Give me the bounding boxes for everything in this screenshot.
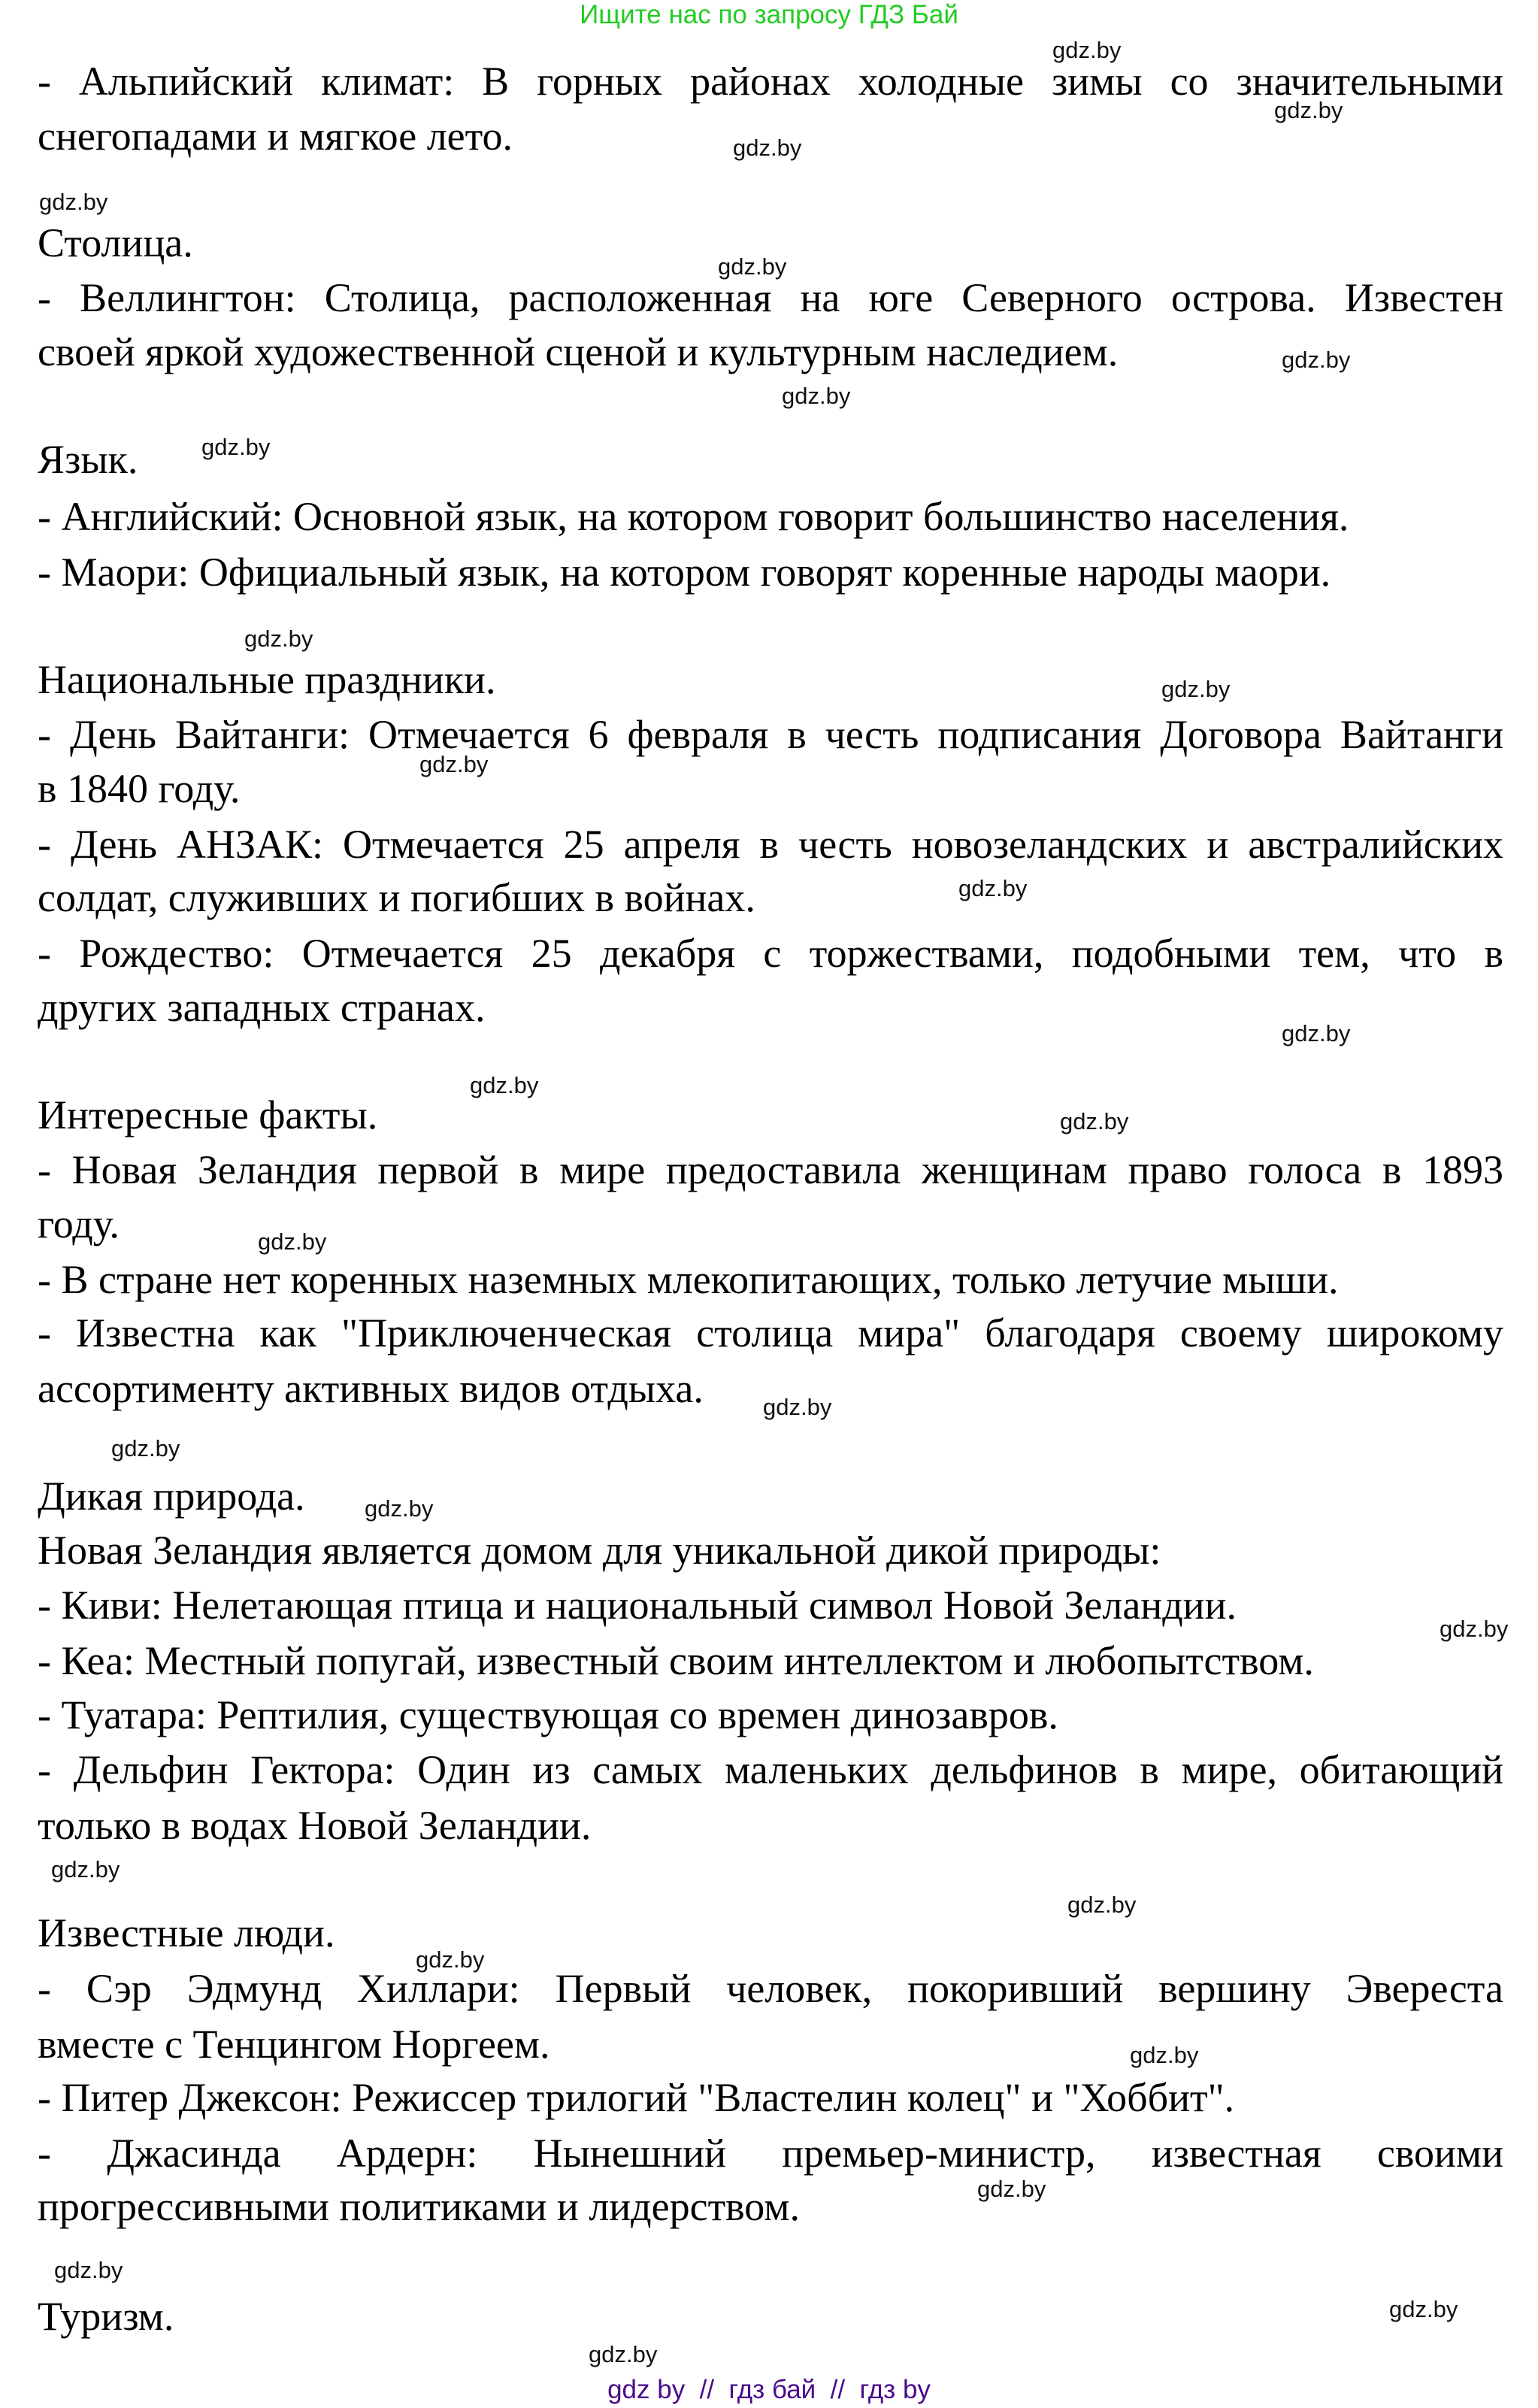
hector-dolphin-line-2: только в водах Новой Зеландии. <box>38 1803 592 1848</box>
watermark: gdz.by <box>258 1228 327 1255</box>
alpine-climate-line-1: - Альпийский климат: В горных районах холодные зимы со значительными <box>38 59 1503 104</box>
watermark: gdz.by <box>782 383 851 409</box>
wildlife-kea: - Кеа: Местный попугай, известный своим интеллектом и любопытством. <box>38 1638 1314 1683</box>
wellington-line-2: своей яркой художественной сценой и культурным наследием. <box>38 329 1119 374</box>
watermark: gdz.by <box>51 1856 120 1882</box>
language-english: - Английский: Основной язык, на котором говорит большинство населения. <box>38 494 1349 539</box>
watermark: gdz.by <box>244 625 313 652</box>
section-heading-wildlife: Дикая природа. <box>38 1474 305 1519</box>
adventure-fact-line-1: - Известна как "Приключенческая столица мира" благодаря своему широкому <box>38 1310 1503 1355</box>
watermark: gdz.by <box>718 253 787 280</box>
section-heading-tourism: Туризм. <box>38 2294 174 2339</box>
vote-fact-line-2: году. <box>38 1201 120 1246</box>
anzac-line-2: солдат, служивших и погибших в войнах. <box>38 875 755 920</box>
wildlife-intro: Новая Зеландия является домом для уникальной дикой природы: <box>38 1528 1161 1573</box>
hector-dolphin-line-1: - Дельфин Гектора: Один из самых маленьких дельфинов в мире, обитающий <box>38 1747 1503 1792</box>
watermark: gdz.by <box>958 875 1028 901</box>
watermark: gdz.by <box>1161 676 1231 702</box>
christmas-line-1: - Рождество: Отмечается 25 декабря с торжествами, подобными тем, что в <box>38 931 1503 976</box>
watermark: gdz.by <box>977 2176 1046 2202</box>
watermark: gdz.by <box>54 2257 123 2283</box>
watermark: gdz.by <box>201 434 271 460</box>
anzac-line-1: - День АНЗАК: Отмечается 25 апреля в честь новозеландских и австралийских <box>38 822 1503 867</box>
language-maori: - Маори: Официальный язык, на котором говорят коренные народы маори. <box>38 550 1331 595</box>
watermark: gdz.by <box>419 751 489 777</box>
section-heading-capital: Столица. <box>38 220 193 265</box>
watermark: gdz.by <box>416 1946 485 1973</box>
section-heading-facts: Интересные факты. <box>38 1092 378 1137</box>
section-heading-people: Известные люди. <box>38 1910 335 1955</box>
hillary-line-1: - Сэр Эдмунд Хиллари: Первый человек, покоривший вершину Эвереста <box>38 1966 1503 2011</box>
ardern-line-1: - Джасинда Ардерн: Нынешний премьер-министр, известная своими <box>38 2131 1503 2176</box>
wildlife-kiwi: - Киви: Нелетающая птица и национальный символ Новой Зеландии. <box>38 1583 1237 1628</box>
mammals-fact: - В стране нет коренных наземных млекопитающих, только летучие мыши. <box>38 1257 1339 1302</box>
alpine-climate-line-2: снегопадами и мягкое лето. <box>38 114 513 159</box>
watermark: gdz.by <box>470 1072 539 1098</box>
watermark: gdz.by <box>1274 97 1343 123</box>
vote-fact-line-1: - Новая Зеландия первой в мире предоставила женщинам право голоса в 1893 <box>38 1147 1503 1192</box>
hillary-line-2: вместе с Тенцингом Норгеем. <box>38 2022 550 2067</box>
ardern-line-2: прогрессивными политиками и лидерством. <box>38 2184 800 2229</box>
watermark: gdz.by <box>1282 1020 1351 1046</box>
watermark: gdz.by <box>763 1394 832 1420</box>
watermark: gdz.by <box>365 1495 434 1522</box>
waitangi-line-1: - День Вайтанги: Отмечается 6 февраля в честь подписания Договора Вайтанги <box>38 712 1503 757</box>
wildlife-tuatara: - Туатара: Рептилия, существующая со времен динозавров. <box>38 1692 1058 1737</box>
watermark: gdz.by <box>1052 37 1122 63</box>
watermark: gdz.by <box>1440 1616 1509 1642</box>
search-banner: Ищите нас по запросу ГДЗ Бай <box>580 0 958 29</box>
watermark: gdz.by <box>1060 1108 1129 1134</box>
watermark: gdz.by <box>589 2341 658 2367</box>
section-heading-language: Язык. <box>38 437 138 482</box>
watermark: gdz.by <box>1389 2296 1458 2322</box>
watermark: gdz.by <box>733 135 802 161</box>
watermark: gdz.by <box>1067 1892 1137 1918</box>
christmas-line-2: других западных странах. <box>38 985 486 1030</box>
watermark: gdz.by <box>1282 347 1351 373</box>
jackson-line: - Питер Джексон: Режиссер трилогий "Властелин колец" и "Хоббит". <box>38 2075 1235 2120</box>
watermark: gdz.by <box>39 189 108 215</box>
footer-links[interactable]: gdz by // гдз бай // гдз by <box>607 2375 931 2404</box>
watermark: gdz.by <box>1130 2042 1199 2068</box>
adventure-fact-line-2: ассортименту активных видов отдыха. <box>38 1366 704 1411</box>
section-heading-holidays: Национальные праздники. <box>38 657 496 702</box>
waitangi-line-2: в 1840 году. <box>38 766 241 811</box>
wellington-line-1: - Веллингтон: Столица, расположенная на юге Северного острова. Известен <box>38 275 1503 320</box>
watermark: gdz.by <box>111 1435 180 1461</box>
